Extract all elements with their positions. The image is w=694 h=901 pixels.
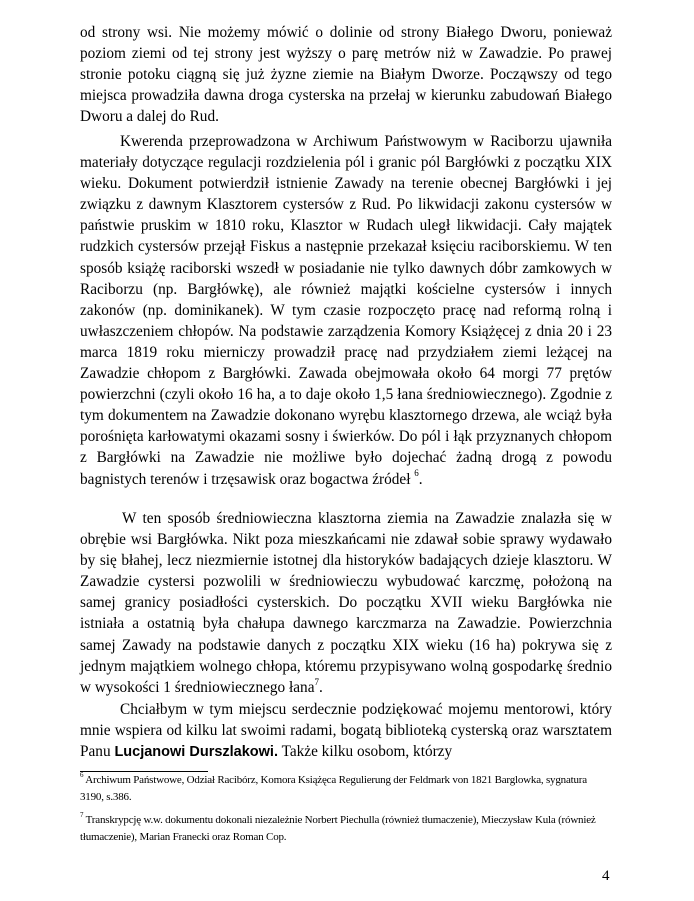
paragraph-2-text: Kwerenda przeprowadzona w Archiwum Państwowym w Raciborzu ujawniła materiały dotyczące regulacji rozdzielenia pól i granic pól Bargłówki z początku XIX wieku. Dokument potwierdził istnienie Zawady na terenie obecnej Bargłówki i jej związku z dawnym Klasztorem cystersów z Rud. Po likwidacji zakonu cystersów w państwie pruskim w 1810 roku, Klasztor w Rudach uległ likwidacji. Cały majątek rudzkich cystersów przejął Fiskus a następnie przekazał księciu raciborskiemu. W ten sposób książę raciborski wszedł w posiadanie nie tylko dawnych dóbr zamkowych w Raciborzu (np. Bargłówkę), ale również majątki kościelne cystersów i innych zakonów (np. dominikanek). W tym czasie rozpoczęto pracę nad reformą rolną i uwłaszczeniem chłopów. Na podstawie zarządzenia Komory Książęcej z dnia 20 i 23 marca 1819 roku mierniczy prowadził pracę nad przydziałem ziemi leżącej na Zawadzie chłopom z Bargłówki. Zawada obejmowała około 64 morgi 77 prętów powierzchni (czyli około 16 ha, a to daje około 1,5 łana średniowiecznego). Zgodnie z tym dokumentem na Zawadzie dokonano wyrębu klasztornego drzewa, ale wciąż była porośnięta karłowatymi okazami sosny i świerków. Do pól i łąk przyznanych chłopom z Bargłówki na Zawadzie nie możliwe było dojechać żadną drogą z powodu bagnistych terenów i trzęsawisk oraz bogactwa źródeł: [80, 133, 612, 488]
paragraph-4-tail: Także kilku osobom, którzy: [281, 743, 453, 761]
footnote-6: [80, 772, 612, 805]
mentor-name: Lucjanowi Durszlakowi.: [114, 744, 278, 761]
footnote-ref-6[interactable]: 6: [414, 468, 419, 479]
footnote-ref-7[interactable]: 7: [314, 676, 319, 687]
footnote-6-text: Archiwum Państwowe, Odział Racibórz, Komora Książęca Regulierung der Feldmark von 1821 Barglowka, sygnatura 3190, s.386.: [80, 774, 587, 803]
footnote-7-number: 7: [80, 811, 84, 820]
footnote-6-number: 6: [80, 771, 84, 780]
paragraph-4: [80, 699, 612, 763]
page-number: 4: [602, 868, 610, 884]
paragraph-4-text: Chciałbym w tym miejscu serdecznie podziękować mojemu mentorowi, który mnie wspiera od kilku lat swoimi radami, bogatą biblioteką cysterską oraz warsztatem Panu: [80, 701, 612, 761]
paragraph-3-text: W ten sposób średniowieczna klasztorna ziemia na Zawadzie znalazła się w obrębie wsi Bargłówka. Nikt poza mieszkańcami nie zdawał sobie sprawy wydawało by się błahej, lecz niezmiernie istotnej dla historyków badających dzieje klasztoru. W Zawadzie cystersi pozwolili w średniowieczu wybudować karczmę, położoną na samej granicy posiadłości cysterskich. Do początku XVII wieku Bargłówka nie istniała a ostatnią była chałupa dawnego karczmarza na Zawadzie. Powierzchnia samej Zawady na podstawie danych z początku XIX wieku (16 ha) pokrywa się z jednym majątkiem wolnego chłopa, któremu przypisywano wolną gospodarkę średnio w wysokości 1 średniowiecznego łana: [80, 510, 612, 696]
footnote-7-text: Transkrypcję w.w. dokumentu dokonali niezależnie Norbert Piechulla (również tłumaczenie), Mieczysław Kula (również tłumaczenie), Marian Franecki oraz Roman Cop.: [80, 814, 596, 843]
footnote-7: [80, 812, 612, 845]
paragraph-2: Kwerenda przeprowadzona w Archiwum Państwowym w Raciborzu ujawniła materiały dotyczące regulacji rozdzielenia pól i granic pól Bargłówki z początku XIX wieku. Dokument potwierdził istnienie Zawady na terenie obecnej Bargłówki i jej związku z dawnym Klasztorem cystersów z Rud. Po likwidacji zakonu cystersów w państwie pruskim w 1810 roku, Klasztor w Rudach uległ likwidacji. Cały majątek rudzkich cystersów przejął Fiskus a następnie przekazał księciu raciborskiemu. W ten sposób książę raciborski wszedł w posiadanie nie tylko dawnych dóbr zamkowych w Raciborzu (np. Bargłówkę), ale również majątki kościelne cystersów i innych zakonów (np. dominikanek). W tym czasie rozpoczęto pracę nad reformą rolną i uwłaszczeniem chłopów. Na podstawie zarządzenia Komory Książęcej z dnia 20 i 23 marca 1819 roku mierniczy prowadził pracę nad przydziałem ziemi leżącej na Zawadzie chłopom z Bargłówki. Zawada obejmowała około 64 morgi 77 prętów powierzchni (czyli około 16 ha, a to daje około 1,5 łana średniowiecznego). Zgodnie z tym dokumentem na Zawadzie dokonano wyrębu klasztornego drzewa, ale wciąż była porośnięta karłowatymi okazami sosny i świerków. Do pól i łąk przyznanych chłopom z Bargłówki na Zawadzie nie możliwe było dojechać żadną drogą z powodu bagnistych terenów i trzęsawisk oraz bogactwa źródeł $^6$.: [80, 133, 612, 488]
paragraph-3: W ten sposób średniowieczna klasztorna ziemia na Zawadzie znalazła się w obrębie wsi Bargłówka. Nikt poza mieszkańcami nie zdawał sobie sprawy wydawało by się błahej, lecz niezmiernie istotnej dla historyków badających dzieje klasztoru. W Zawadzie cystersi pozwolili w średniowieczu wybudować karczmę, położoną na samej granicy posiadłości cysterskich. Do początku XVII wieku Bargłówka nie istniała a ostatnią była chałupa dawnego karczmarza na Zawadzie. Powierzchnia samej Zawady na podstawie danych z początku XIX wieku (16 ha) pokrywa się z jednym majątkiem wolnego chłopa, któremu przypisywano wolną gospodarkę średnio w wysokości 1 średniowiecznego łana$^7$.: [80, 510, 612, 696]
paragraph-1: od strony wsi. Nie możemy mówić o dolinie od strony Białego Dworu, ponieważ poziom ziemi od tej strony jest wyższy o parę metrów niż w Zawadzie. Po prawej stronie potoku ciągną się już żyzne ziemie na Białym Dworze. Począwszy od tego miejsca prowadziła dawna droga cysterska na przełaj w kierunku zabudowań Białego Dworu a dalej do Rud.: [80, 24, 612, 126]
